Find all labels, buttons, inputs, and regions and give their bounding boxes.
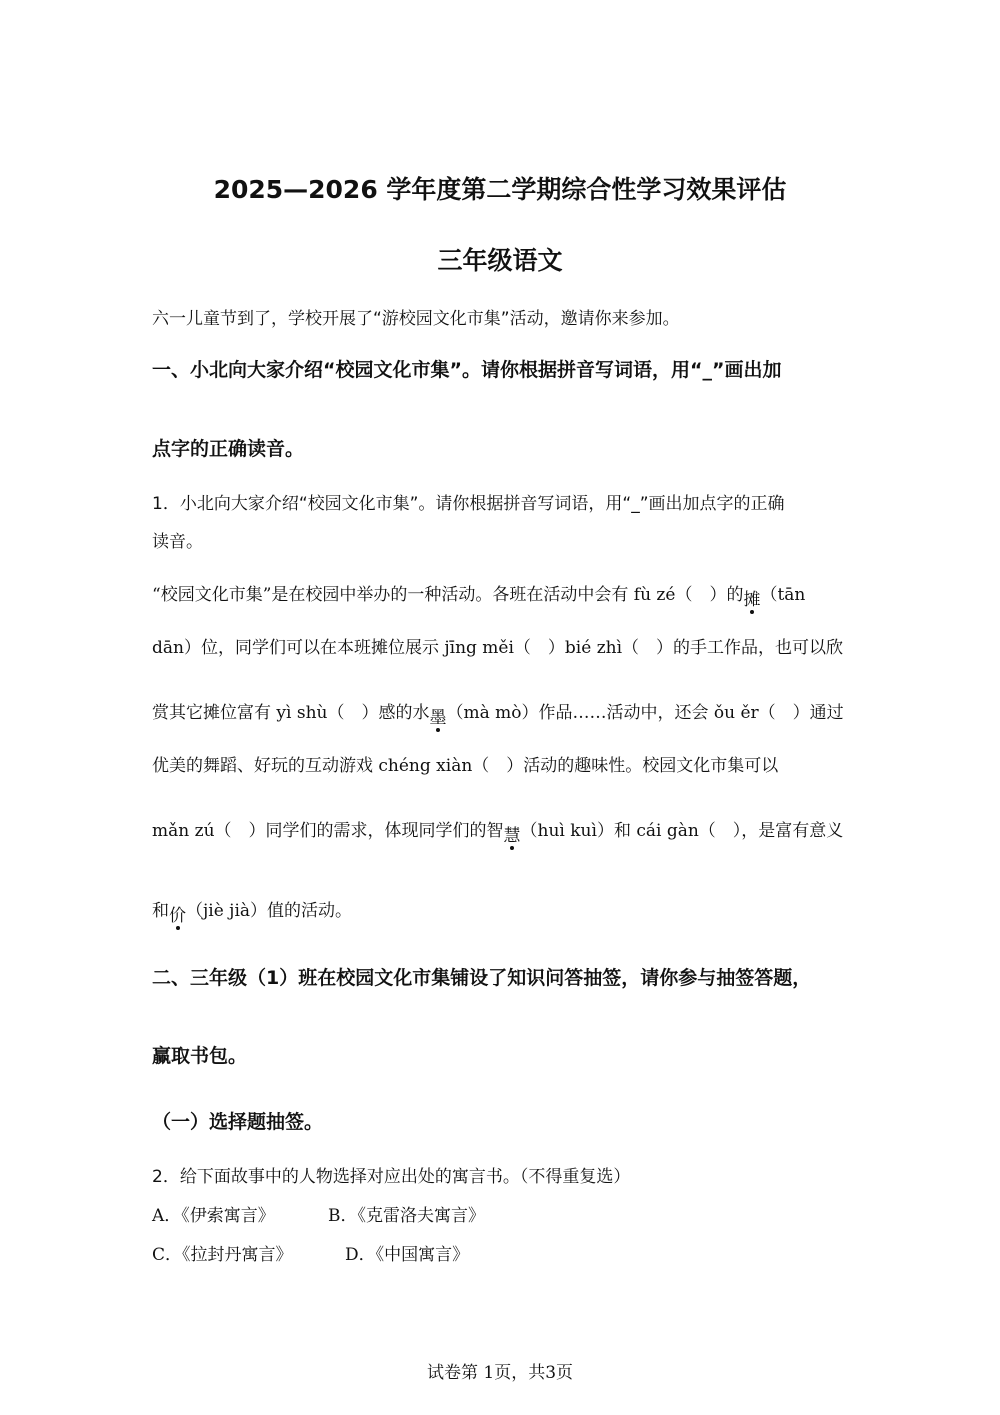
passage-line-6: 和价（jiè jià）值的活动。 bbox=[152, 901, 353, 926]
dotted-char: 墨 bbox=[429, 703, 446, 728]
option-b: B．《克雷洛夫寓言》 bbox=[328, 1206, 485, 1226]
option-c: C．《拉封丹寓言》 bbox=[152, 1245, 293, 1265]
passage-line-1: “校园文化市集”是在校园中举办的一种活动。各班在活动中会有 fù zé（ ）的摊（tān bbox=[152, 585, 806, 610]
intro-text: 六一儿童节到了，学校开展了“游校园文化市集”活动，邀请你来参加。 bbox=[152, 309, 680, 329]
page-footer: 试卷第 1页，共3页 bbox=[426, 1363, 574, 1383]
section2-heading: 二、三年级（1）班在校园文化市集铺设了知识问答抽签，请你参与抽签答题， bbox=[152, 967, 812, 989]
passage-line-3: 赏其它摊位富有 yì shù（ ）感的水墨（mà mò）作品……活动中，还会 ǒu ěr（ ）通过 bbox=[152, 703, 844, 728]
passage-line-4: 优美的舞蹈、好玩的互动游戏 chéng xiàn（ ）活动的趣味性。校园文化市集可以 bbox=[152, 756, 779, 776]
subsection-heading: （一）选择题抽签。 bbox=[152, 1111, 324, 1133]
q1-stem: 1．小北向大家介绍“校园文化市集”。请你根据拼音写词语，用“_”画出加点字的正确 bbox=[152, 494, 785, 514]
dotted-char: 慧 bbox=[504, 821, 521, 846]
q2-stem: 2．给下面故事中的人物选择对应出处的寓言书。（不得重复选） bbox=[152, 1167, 631, 1187]
passage-line-5: mǎn zú（ ）同学们的需求，体现同学们的智慧（huì kuì）和 cái gàn（ ），是富有意义 bbox=[152, 821, 844, 846]
dotted-char: 摊 bbox=[743, 585, 760, 610]
section1-heading: 一、小北向大家介绍“校园文化市集”。请你根据拼音写词语，用“_”画出加 bbox=[152, 359, 782, 381]
exam-title: 2025—2026 学年度第二学期综合性学习效果评估 bbox=[213, 175, 787, 204]
section1-heading-cont: 点字的正确读音。 bbox=[152, 438, 305, 460]
exam-subtitle: 三年级语文 bbox=[437, 246, 563, 275]
q1-stem-cont: 读音。 bbox=[152, 532, 203, 552]
section2-heading-cont: 赢取书包。 bbox=[152, 1045, 248, 1067]
dot-symbol: _ bbox=[631, 494, 640, 514]
option-d: D．《中国寓言》 bbox=[345, 1245, 470, 1265]
option-a: A．《伊索寓言》 bbox=[152, 1206, 275, 1226]
passage-line-2: dān）位，同学们可以在本班摊位展示 jīng měi（ ）bié zhì（ ）的手工作品，也可以欣 bbox=[152, 638, 844, 658]
dotted-char: 价 bbox=[169, 901, 186, 926]
dot-symbol: _ bbox=[702, 359, 712, 381]
